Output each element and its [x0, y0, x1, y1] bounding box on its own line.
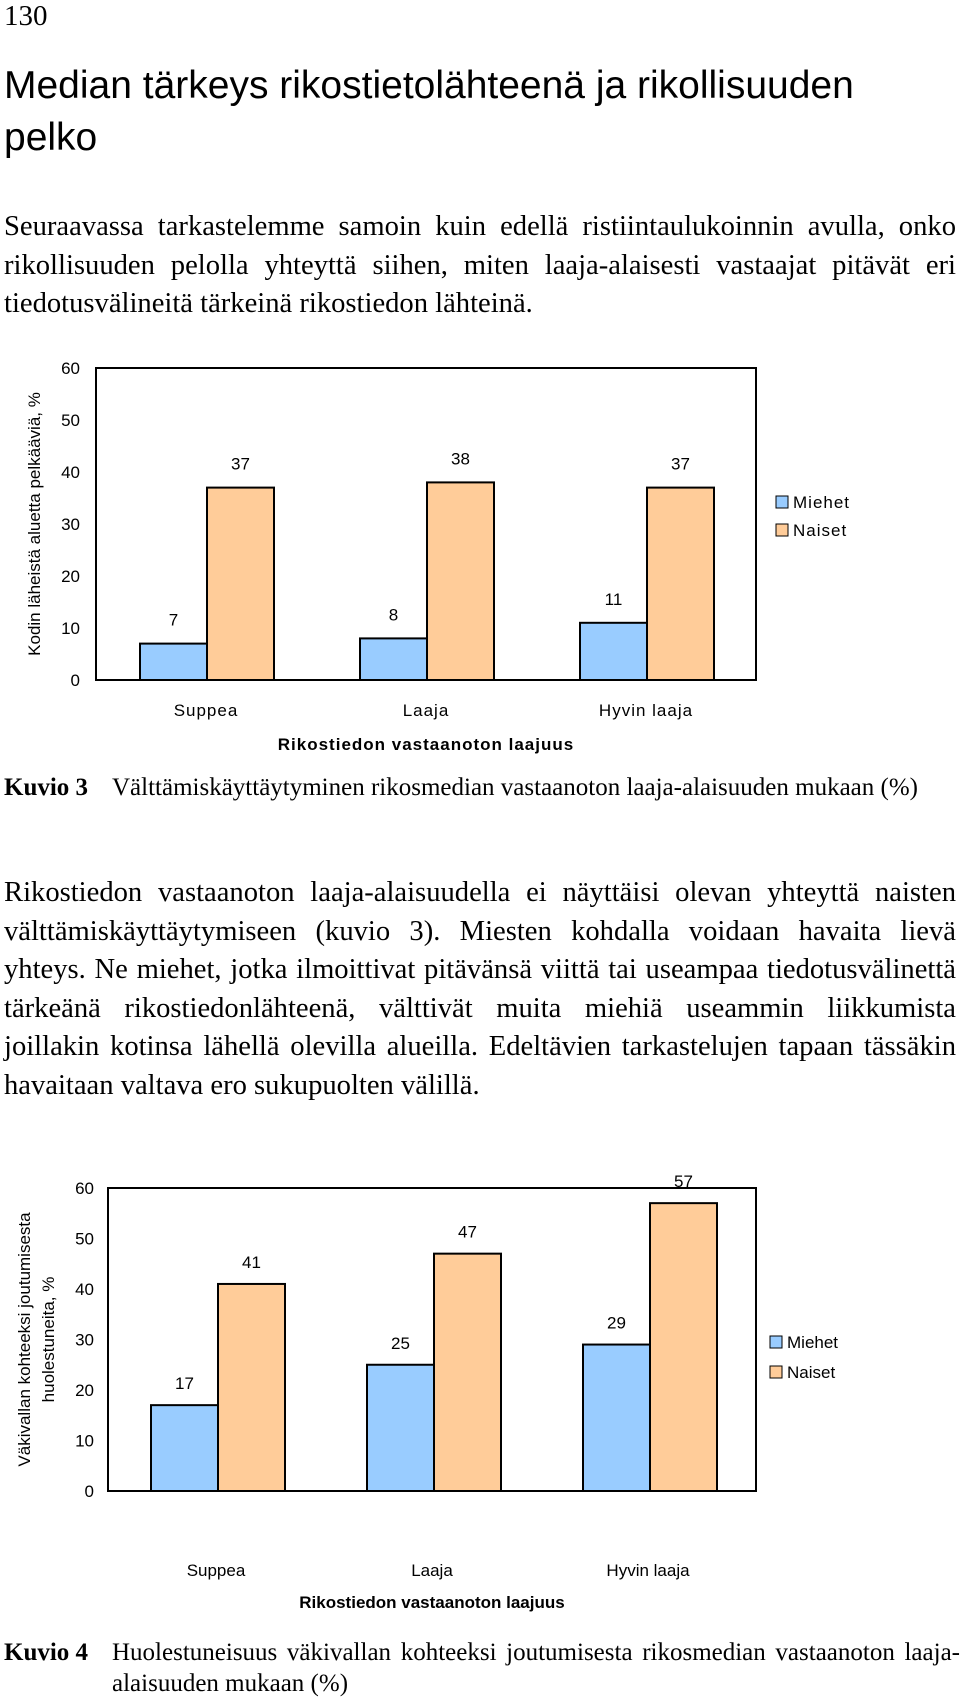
y-tick-label: 0: [70, 670, 80, 690]
page-number: 130: [4, 0, 48, 32]
y-tick-label: 20: [61, 566, 80, 586]
bar-miehet-hyvin-laaja: [580, 623, 647, 680]
intro-paragraph: Seuraavassa tarkastelemme samoin kuin edellä ristiintaulukoinnin avulla, onko rikollisuuden pelolla yhteyttä siihen, miten laaja-alaisesti vastaajat pitävät eri tiedotusvälineitä tärkeinä rikostiedon lähteinä.: [4, 211, 956, 319]
x-category-label: Hyvin laaja: [598, 701, 694, 720]
y-tick-label: 60: [61, 358, 80, 378]
legend-label-naiset: Naiset: [787, 1363, 836, 1382]
chart-figure-4: [0, 1160, 960, 1640]
x-category-label: Suppea: [173, 701, 239, 720]
bar-miehet-hyvin-laaja: [583, 1345, 650, 1491]
data-label: 41: [242, 1252, 261, 1272]
x-category-label: Suppea: [186, 1561, 246, 1580]
legend-swatch-naiset: [770, 1366, 782, 1378]
figure-4-caption-label: Kuvio 4: [4, 1639, 89, 1666]
bar-miehet-suppea: [140, 644, 207, 680]
data-label: 11: [604, 589, 623, 609]
legend-swatch-naiset: [776, 524, 788, 536]
y-axis-label: Kodin läheistä aluetta pelkääviä, %: [25, 392, 44, 656]
y-tick-label: 20: [75, 1380, 94, 1400]
figure-3-caption: [4, 772, 956, 836]
data-label: 25: [391, 1333, 410, 1353]
bar-miehet-suppea: [151, 1405, 218, 1491]
bar-naiset-hyvin-laaja: [647, 488, 714, 680]
x-category-label: Hyvin laaja: [606, 1561, 690, 1580]
x-axis-title: Rikostiedon vastaanoton laajuus: [277, 735, 575, 754]
y-axis-label: huolestuneita, %: [39, 1276, 58, 1403]
y-tick-label: 50: [61, 410, 80, 430]
bar-naiset-laaja: [427, 482, 494, 680]
y-tick-label: 30: [75, 1330, 94, 1350]
data-label: 38: [451, 449, 470, 469]
bar-naiset-hyvin-laaja: [650, 1203, 717, 1491]
legend-swatch-miehet: [770, 1336, 782, 1348]
legend-label-miehet: Miehet: [793, 493, 851, 512]
data-label: 8: [388, 605, 399, 625]
legend-label-miehet: Miehet: [787, 1333, 839, 1352]
y-tick-label: 30: [61, 514, 80, 534]
y-tick-label: 10: [75, 1431, 94, 1451]
figure-4-caption-text: Huolestuneisuus väkivallan kohteeksi joutumisesta rikosmedian vastaanoton laaja-alaisuuden mukaan (%): [112, 1639, 960, 1697]
data-label: 17: [175, 1374, 194, 1394]
data-label: 57: [674, 1172, 693, 1192]
data-label: 47: [458, 1222, 477, 1242]
bar-naiset-suppea: [207, 488, 274, 680]
legend-swatch-miehet: [776, 496, 788, 508]
y-tick-label: 50: [75, 1229, 94, 1249]
x-category-label: Laaja: [411, 1561, 453, 1580]
y-tick-label: 40: [75, 1279, 94, 1299]
bar-naiset-laaja: [434, 1254, 501, 1491]
y-tick-label: 10: [61, 618, 80, 638]
data-label: 37: [671, 454, 690, 474]
y-tick-label: 60: [75, 1178, 94, 1198]
bar-miehet-laaja: [367, 1365, 434, 1491]
section-heading: Median tärkeys rikostietolähteenä ja rikollisuuden pelko: [4, 64, 854, 159]
bar-miehet-laaja: [360, 638, 427, 680]
data-label: 29: [607, 1313, 626, 1333]
figure-3-caption-text: Välttämiskäyttäytyminen rikosmedian vastaanoton laaja-alaisuuden mukaan (%): [112, 774, 918, 801]
x-axis-title: Rikostiedon vastaanoton laajuus: [299, 1593, 565, 1612]
y-axis-label: Väkivallan kohteeksi joutumisesta: [15, 1212, 34, 1467]
data-label: 37: [231, 454, 250, 474]
data-label: 7: [168, 610, 179, 630]
y-tick-label: 40: [61, 462, 80, 482]
y-tick-label: 0: [84, 1481, 94, 1501]
analysis-paragraph: Rikostiedon vastaanoton laaja-alaisuudella ei näyttäisi olevan yhteyttä naisten välttämiskäyttäytymiseen (kuvio 3). Miesten kohdalla voidaan havaita lievä yhteys. Ne miehet, jotka ilmoittivat pitävänsä viittä tai useampaa tiedotusvälinettä tärkeänä rikostiedonlähteenä, välttivät muita miehiä useammin liikkumista joillakin kotinsa lähellä olevilla alueilla. Edeltävien tarkastelujen tapaan tässäkin havaitaan valtava ero sukupuolten välillä.: [4, 877, 956, 1101]
x-category-label: Laaja: [402, 701, 450, 720]
legend-label-naiset: Naiset: [793, 521, 848, 540]
bar-naiset-suppea: [218, 1284, 285, 1491]
figure-3-caption-label: Kuvio 3: [4, 774, 89, 801]
chart-figure-3: [0, 350, 960, 760]
figure-4-caption: [4, 1637, 960, 1699]
